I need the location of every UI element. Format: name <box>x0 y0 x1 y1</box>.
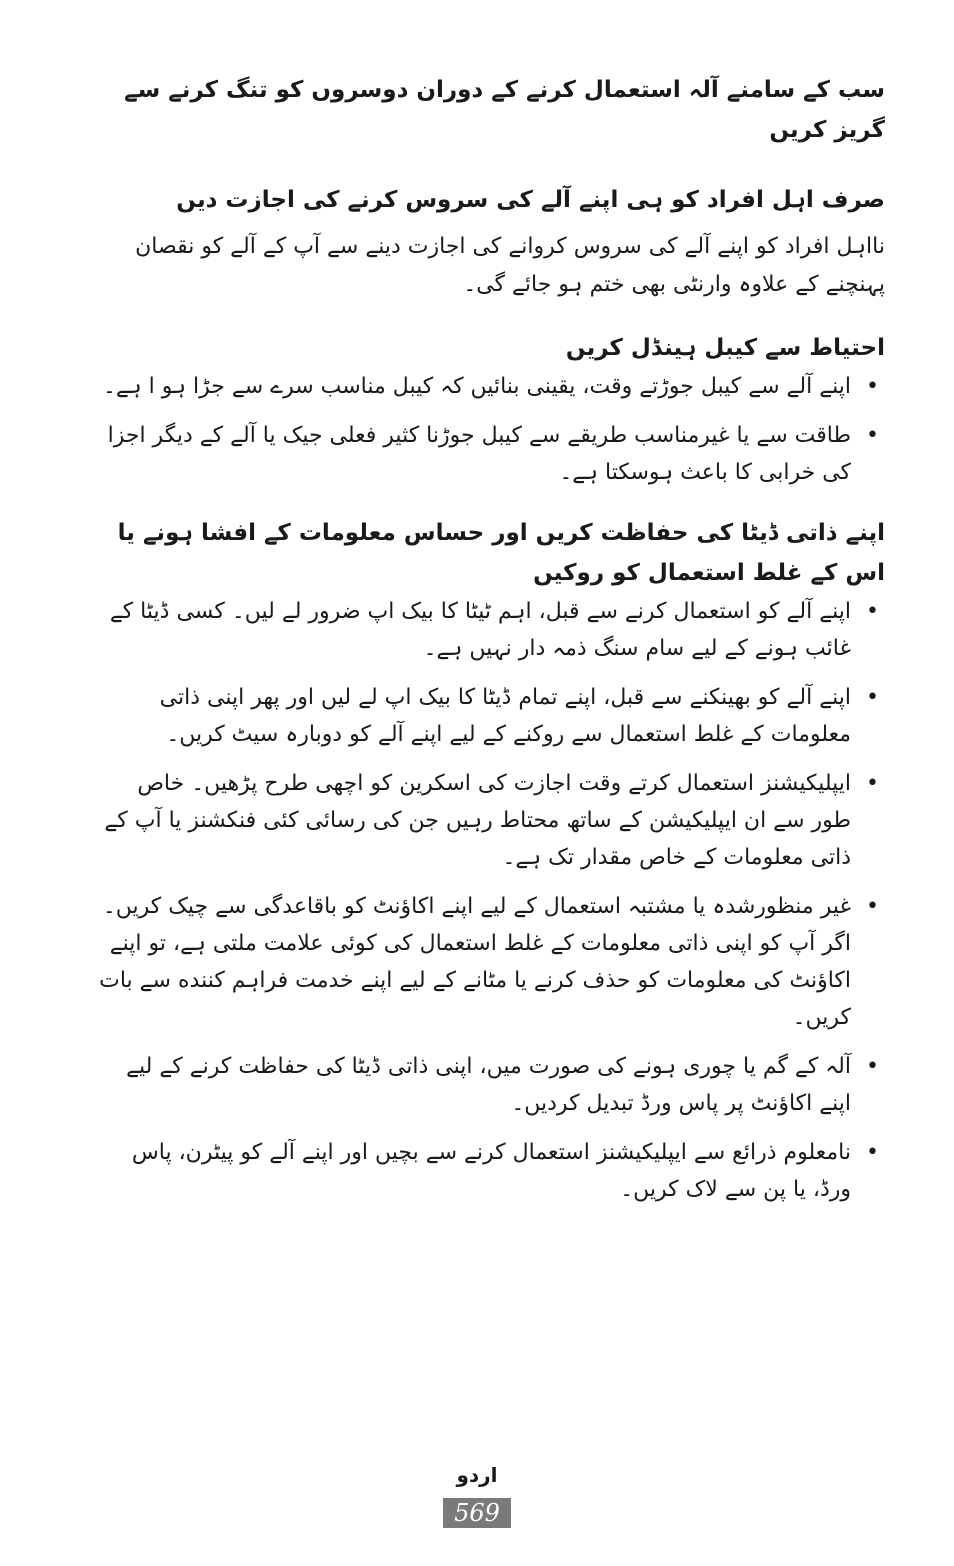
page-footer <box>0 1460 954 1528</box>
list-item <box>95 1134 885 1208</box>
list-item-text: طاقت سے یا غیرمناسب طریقے سے کیبل جوڑنا کثیر فعلی جیک یا آلے کے دیگر اجزا کی خرابی کا باعث ہوسکتا ہے۔ <box>107 423 851 485</box>
list-item-text: ایپلیکیشنز استعمال کرتے وقت اجازت کی اسکرین کو اچھی طرح پڑھیں۔ خاص طور سے ان ایپلیکیشن کے ساتھ محتاط رہیں جن کی رسائی کئی فنکشنز یا آپ کے ذاتی معلومات کے خاص مقدار تک ہے۔ <box>104 771 851 870</box>
list-item-text: اپنے آلے کو بھینکنے سے قبل، اپنے تمام ڈیٹا کا بیک اپ لے لیں اور پھر اپنی ذاتی معلومات کے غلط استعمال سے روکنے کے لیے اپنے آلے کو دوبارہ سیٹ کریں۔ <box>159 685 851 747</box>
bullet-icon: • <box>866 1140 879 1165</box>
list-item <box>95 593 885 667</box>
list-item <box>95 368 885 405</box>
page-number-badge: 569 <box>443 1498 511 1528</box>
list-item-text: اپنے آلے سے کیبل جوڑتے وقت، یقینی بنائیں کہ کیبل مناسب سرے سے جڑا ہو ا ہے۔ <box>103 374 851 399</box>
bullet-icon: • <box>866 423 879 448</box>
section-heading-qualified-service: صرف اہل افراد کو ہی اپنے آلے کی سروس کرنے کی اجازت دیں <box>176 187 885 213</box>
bullet-icon: • <box>866 894 879 919</box>
list-item-text: آلہ کے گم یا چوری ہونے کی صورت میں، اپنی ذاتی ڈیٹا کی حفاظت کرنے کے لیے اپنے اکاؤنٹ پر پاس ورڈ تبدیل کردیں۔ <box>126 1054 851 1116</box>
list-item <box>95 888 885 1036</box>
section-heading-personal-data: اپنے ذاتی ڈیٹا کی حفاظت کریں اور حساس معلومات کے افشا ہونے یا اس کے غلط استعمال کو روکیں <box>117 520 885 586</box>
bullet-icon: • <box>866 1054 879 1079</box>
personal-data-list <box>95 593 885 1208</box>
list-item-text: غیر منظورشدہ یا مشتبہ استعمال کے لیے اپنے اکاؤنٹ کو باقاعدگی سے چیک کریں۔ اگر آپ کو اپنی ذاتی معلومات کے غلط استعمال کی کوئی علامت ملتی ہے، تو اپنے اکاؤنٹ کی معلومات کو حذف کرنے یا مٹانے کے لیے اپنے خدمت فراہم کننده سے بات کریں۔ <box>99 894 851 1030</box>
bullet-icon: • <box>866 771 879 796</box>
list-item <box>95 417 885 491</box>
bullet-icon: • <box>866 685 879 710</box>
section-heading-cable-handling: احتیاط سے کیبل ہینڈل کریں <box>565 335 885 361</box>
section-paragraph-qualified-service: نااہل افراد کو اپنے آلے کی سروس کروانے کی اجازت دینے سے آپ کے آلے کو نقصان پہنچنے کے علاوہ وارنٹی بھی ختم ہو جائے گی۔ <box>135 234 885 297</box>
language-label: اردو <box>456 1463 498 1487</box>
list-item-text: اپنے آلے کو استعمال کرنے سے قبل، اہم ٹیٹا کا بیک اپ ضرور لے لیں۔ کسی ڈیٹا کے غائب ہونے کے لیے سام سنگ ذمہ دار نہیں ہے۔ <box>109 599 851 661</box>
list-item <box>95 1048 885 1122</box>
list-item <box>95 679 885 753</box>
cable-handling-list <box>95 368 885 491</box>
page-content <box>95 70 885 1208</box>
list-item-text: نامعلوم ذرائع سے ایپلیکیشنز استعمال کرنے سے بچیں اور اپنے آلے کو پیٹرن، پاس ورڈ، یا پن سے لاک کریں۔ <box>131 1140 851 1202</box>
section-heading-public-use: سب کے سامنے آلہ استعمال کرنے کے دوران دوسروں کو تنگ کرنے سے گریز کریں <box>124 77 885 143</box>
list-item <box>95 765 885 876</box>
bullet-icon: • <box>866 374 879 399</box>
bullet-icon: • <box>866 599 879 624</box>
